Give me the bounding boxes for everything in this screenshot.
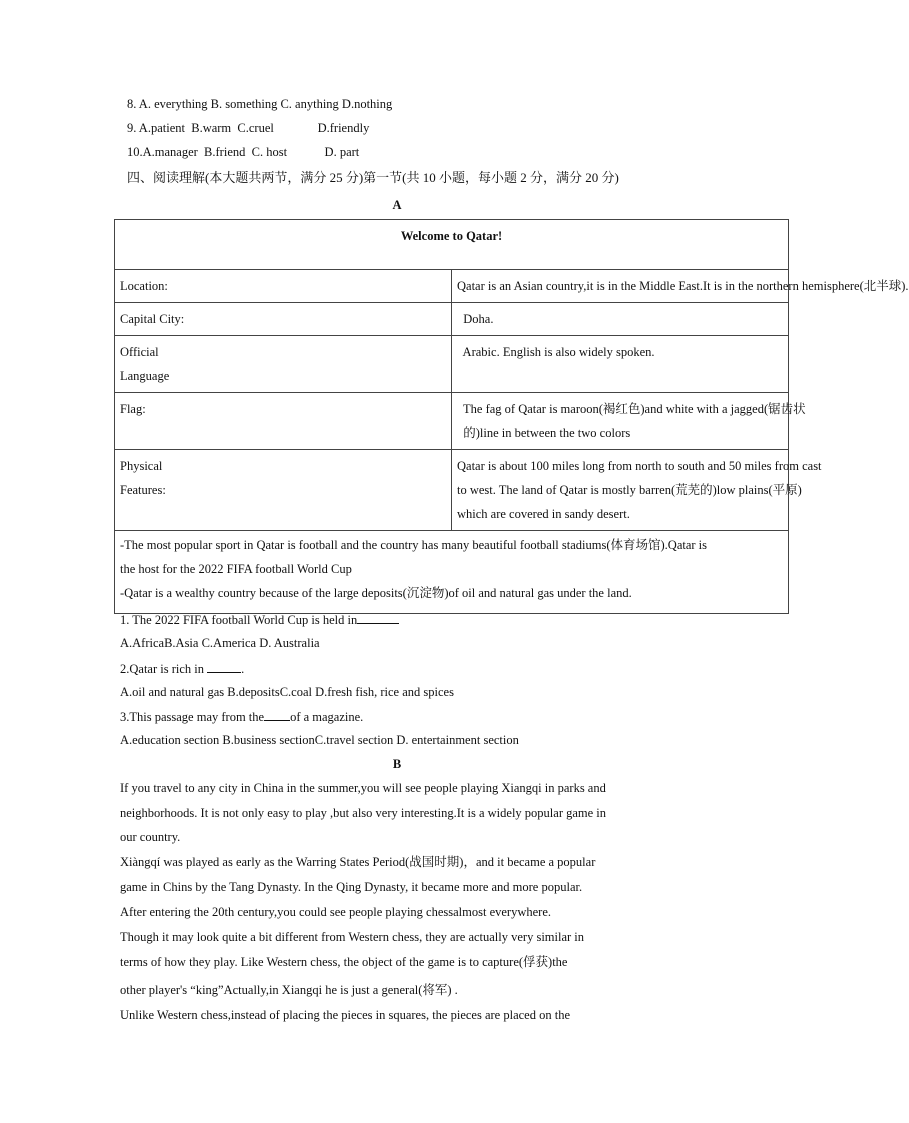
passage-b-line: After entering the 20th century,you could see people playing chessalmost everywhere.: [120, 905, 551, 919]
passage-b-line: If you travel to any city in China in the summer,you will see people playing Xiangqi in parks and: [120, 781, 606, 795]
question-1-options: A.AfricaB.Asia C.America D. Australia: [120, 636, 320, 650]
row-label: Capital City:: [120, 312, 185, 326]
table-title: Welcome to Qatar!: [115, 220, 789, 270]
cloze-option-8: 8. A. everything B. something C. anything D.nothing: [127, 97, 393, 111]
passage-b-line: other player's “king”Actually,in Xiangqi he is just a general(将军) .: [120, 983, 458, 997]
row-value: Doha.: [457, 312, 494, 326]
table-row-language: [115, 336, 789, 393]
passage-b-line: our country.: [120, 830, 181, 844]
table-row-physical: [115, 450, 789, 531]
cloze-option-10: 10.A.manager B.friend C. host D. part: [127, 145, 360, 159]
row-label: Physical: [120, 459, 163, 473]
row-value: which are covered in sandy desert.: [457, 507, 630, 521]
row-label: Flag:: [120, 402, 146, 416]
row-label: Location:: [120, 279, 168, 293]
row-label: Official: [120, 345, 159, 359]
row-value: Qatar is about 100 miles long from north to south and 50 miles from cast: [457, 459, 822, 473]
footer-line: -The most popular sport in Qatar is football and the country has many beautiful football stadiums(体育场馆).Qatar is: [120, 538, 708, 552]
table-row-flag: [115, 393, 789, 450]
section-heading: 四、阅读理解(本大题共两节，满分 25 分)第一节(共 10 小题，每小题 2 分，满分 20 分): [127, 170, 619, 185]
question-3-options: A.education section B.business sectionC.travel section D. entertainment section: [120, 733, 519, 747]
passage-b-line: neighborhoods. It is not only easy to play ,but also very interesting.It is a widely popular game in: [120, 806, 607, 820]
row-value: 的)line in between the two colors: [457, 426, 631, 440]
footer-line: -Qatar is a wealthy country because of the large deposits(沉淀物)of oil and natural gas under the land.: [120, 586, 632, 600]
passage-a-label: A: [392, 198, 402, 212]
cloze-option-9: 9. A.patient B.warm C.cruel D.friendly: [127, 121, 370, 135]
table-row-location: [115, 270, 789, 303]
qatar-info-table: [114, 219, 909, 614]
footer-line: the host for the 2022 FIFA football World Cup: [120, 562, 352, 576]
passage-b-line: Though it may look quite a bit different from Western chess, they are actually very similar in: [120, 930, 585, 944]
question-2: 2.Qatar is rich in .: [120, 662, 245, 676]
table-row-capital: [115, 303, 789, 336]
question-3: 3.This passage may from the of a magazine.: [120, 710, 364, 724]
passage-b-line: game in Chins by the Tang Dynasty. In the Qing Dynasty, it became more and more popular.: [120, 880, 583, 894]
answer-blank: [357, 611, 399, 624]
question-2-options: A.oil and natural gas B.depositsC.coal D.fresh fish, rice and spices: [120, 685, 454, 699]
row-value: Arabic. English is also widely spoken.: [457, 345, 655, 359]
passage-b-line: terms of how they play. Like Western chess, the object of the game is to capture(俘获)the: [120, 955, 568, 969]
row-value: Qatar is an Asian country,it is in the Middle East.It is in the northern hemisphere(北半球).: [457, 279, 909, 293]
passage-b-line: Unlike Western chess,instead of placing the pieces in squares, the pieces are placed on the: [120, 1008, 570, 1022]
row-value: to west. The land of Qatar is mostly barren(荒芜的)low plains(平原): [457, 483, 802, 497]
table-title-row: [115, 220, 789, 270]
row-label: Language: [120, 369, 170, 383]
passage-b-label: B: [392, 757, 402, 771]
table-footer-row: [115, 531, 789, 614]
row-value: The fag of Qatar is maroon(褐红色)and white with a jagged(锯齿状: [457, 402, 806, 416]
passage-b-line: Xiàngqí was played as early as the Warring States Period(战国时期)，and it became a popular: [120, 855, 596, 869]
row-label: Features:: [120, 483, 166, 497]
question-1: 1. The 2022 FIFA football World Cup is held in: [120, 611, 399, 628]
answer-blank: [264, 708, 290, 721]
answer-blank: [207, 660, 241, 673]
